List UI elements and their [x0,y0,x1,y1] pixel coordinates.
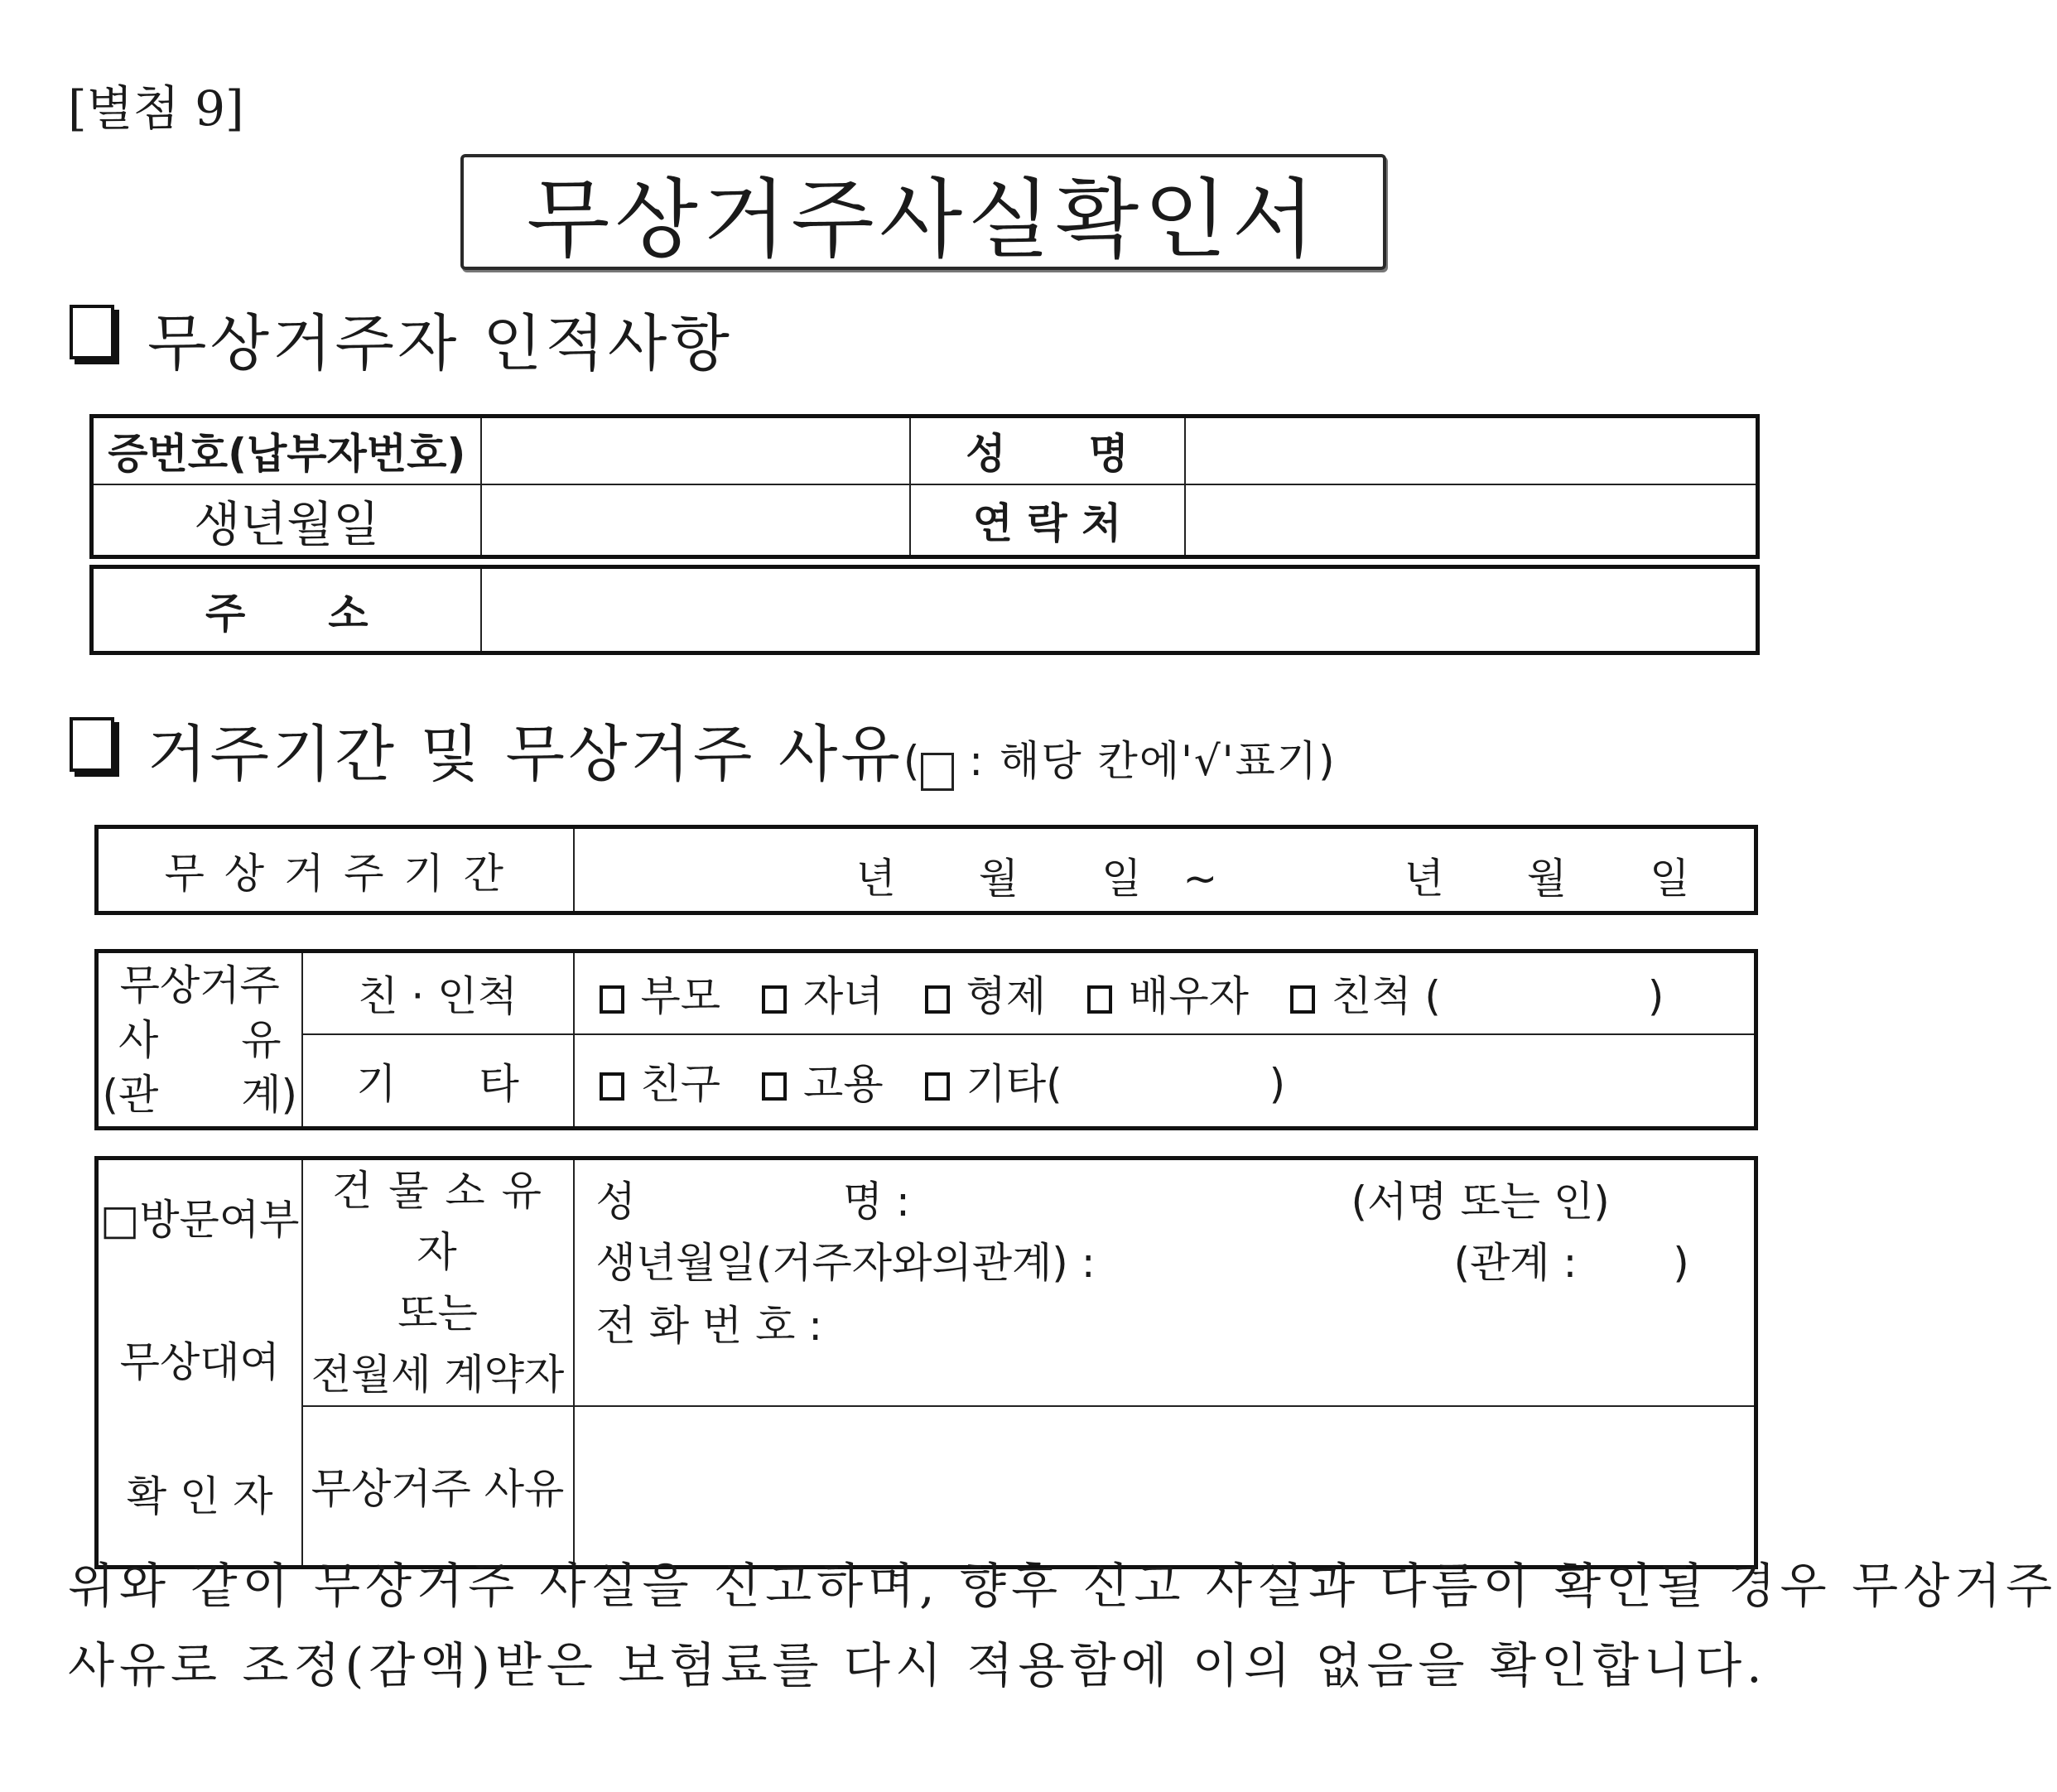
owner-birth-field[interactable]: 생년월일(거주자와의관계) : [595,1239,1096,1287]
period-from: 년 월 일 ~ [855,855,1218,903]
period-table [94,825,1758,915]
free-reason-field[interactable] [574,1406,1756,1567]
address-label: 주 소 [92,567,481,653]
free-lend-label: 무상대여 [119,1338,280,1386]
section2-note-open: ( [903,737,922,785]
reason-label-line1: 무상거주 [119,961,280,1009]
free-reason-label: 무상거주 사유 [302,1406,574,1567]
period-field[interactable] [574,827,1756,913]
owner-sign-field[interactable]: (서명 또는 인) [1351,1178,1610,1226]
owner-name-field[interactable]: 성 명 : [595,1178,910,1226]
relatives-options [574,951,1756,1034]
owner-label-cell [302,1159,574,1407]
contact-label: 연 락 처 [910,484,1185,557]
option-relative-checkbox[interactable] [1290,985,1315,1014]
reason-label-line3: (관 계) [102,1070,298,1119]
owner-line3: 전월세 계약자 [311,1351,565,1399]
contact-field[interactable] [1185,484,1758,557]
section2-note: : 해당 칸에'√'표기) [954,737,1337,785]
name-label: 성 명 [910,417,1185,484]
other-options [574,1034,1756,1129]
option-children: 자녀 [803,972,884,1021]
reason-table [94,949,1758,1130]
option-siblings: 형제 [966,972,1047,1021]
address-field[interactable] [481,567,1758,653]
period-label: 무 상 거 주 기 간 [97,827,574,913]
note-checkbox-icon [921,753,954,791]
section1-checkbox-icon [70,305,114,359]
option-other-checkbox[interactable] [925,1072,950,1101]
section2-heading: 거주기간 및 무상거주 사유 [147,719,903,790]
owner-phone-field[interactable]: 전 화 번 호 : [595,1302,823,1350]
address-table [89,565,1760,655]
option-other: 기타( ) [966,1059,1286,1108]
reason-label-line2: 사 유 [118,1015,282,1064]
owner-relation-field[interactable]: (관계 : ) [1453,1239,1689,1287]
name-field[interactable] [1185,417,1758,484]
birth-label: 생년월일 [92,484,481,557]
section1-heading: 무상거주자 인적사항 [147,308,733,379]
personal-info-table [89,414,1760,559]
confirmer-label: 확 인 자 [126,1472,273,1520]
option-siblings-checkbox[interactable] [925,985,950,1014]
closing-line-1: 위와 같이 무상거주 사실을 신고하며, 향후 신고 사실과 다름이 확인될 경우 무상거주 [68,1558,2057,1614]
id-number-label: 증번호(납부자번호) [92,417,481,484]
reason-label-cell [97,951,302,1129]
other-label: 기 타 [302,1034,574,1129]
section2-heading-row [147,706,1337,793]
option-parents-checkbox[interactable] [600,985,624,1014]
closing-line-2: 사유로 조정(감액)받은 보험료를 다시 적용함에 이의 없음을 확인합니다. [68,1637,1767,1693]
option-spouse-checkbox[interactable] [1087,985,1112,1014]
option-friend: 친구 [640,1059,721,1108]
option-employment-checkbox[interactable] [762,1072,787,1101]
visit-check-label: □방문여부 [100,1196,300,1244]
birth-field[interactable] [481,484,910,557]
option-employment: 고용 [803,1059,884,1108]
period-to: 년 월 일 [1404,855,1690,903]
owner-info-cell [574,1159,1756,1407]
owner-line2: 또는 [397,1289,478,1337]
option-spouse: 배우자 [1129,972,1249,1021]
id-number-field[interactable] [481,417,910,484]
relatives-label: 친 · 인척 [302,951,574,1034]
owner-line1: 건 물 소 유 자 [332,1167,543,1276]
attachment-label: [별첨 9] [68,80,244,137]
section2-checkbox-icon [70,717,114,772]
confirmer-table [94,1156,1758,1569]
option-friend-checkbox[interactable] [600,1072,624,1101]
confirmer-label-cell [97,1159,302,1568]
document-title: 무상거주사실확인서 [526,169,1321,270]
option-relative: 친척 ( ) [1331,972,1664,1021]
option-parents: 부모 [640,972,721,1021]
option-children-checkbox[interactable] [762,985,787,1014]
title-box [460,154,1386,270]
